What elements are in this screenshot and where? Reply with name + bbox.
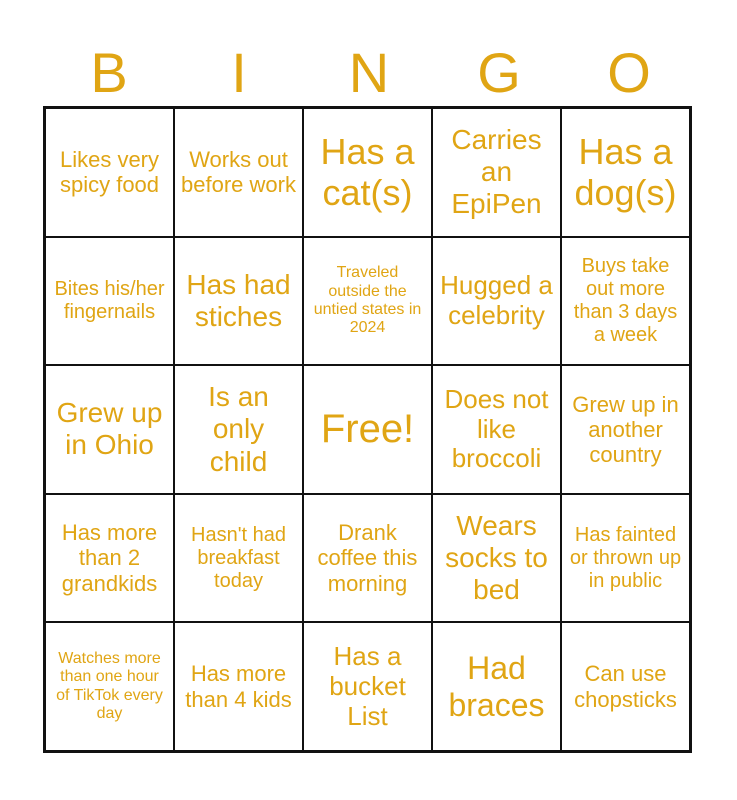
cell-text: Carries an EpiPen	[451, 124, 542, 220]
header-letter-n: N	[348, 41, 390, 104]
bingo-cell[interactable]	[432, 494, 561, 623]
cell-text: Grew up in Ohio	[56, 397, 163, 461]
bingo-cell[interactable]	[174, 622, 303, 751]
cell-text: Has fainted or thrown up in public	[569, 523, 682, 592]
bingo-cell[interactable]	[432, 108, 561, 237]
header-letter-o: O	[607, 41, 651, 104]
bingo-cell[interactable]	[561, 622, 690, 751]
cell-text: Free!	[320, 407, 415, 452]
bingo-cell[interactable]	[561, 365, 690, 494]
cell-text: Has a dog(s)	[574, 130, 677, 214]
bingo-cell[interactable]	[303, 622, 432, 751]
bingo-cell[interactable]	[561, 108, 690, 237]
bingo-cell[interactable]	[45, 622, 174, 751]
cell-text: Has a bucket List	[329, 640, 406, 731]
bingo-cell[interactable]	[174, 108, 303, 237]
cell-text: Is an only child	[208, 381, 269, 477]
cell-text: Wears socks to bed	[445, 509, 548, 606]
bingo-cell[interactable]	[45, 365, 174, 494]
cell-text: Has more than 4 kids	[185, 661, 292, 712]
header-letter-i: I	[231, 41, 247, 104]
bingo-cell[interactable]	[561, 494, 690, 623]
cell-text: Likes very spicy food	[59, 147, 160, 198]
bingo-cell[interactable]	[432, 365, 561, 494]
cell-text: Drank coffee this morning	[317, 520, 418, 596]
bingo-cell[interactable]	[303, 108, 432, 237]
cell-text: Watches more than one hour of TikTok every day	[56, 649, 163, 723]
header-letter-g: G	[477, 41, 521, 104]
cell-text: Had braces	[448, 649, 545, 723]
cell-text: Has more than 2 grandkids	[61, 520, 158, 596]
cell-text: Hasn't had breakfast today	[191, 523, 286, 592]
bingo-cell[interactable]	[174, 237, 303, 366]
cell-text: Has a cat(s)	[320, 130, 415, 214]
bingo-cell[interactable]	[45, 108, 174, 237]
cell-text: Works out before work	[181, 147, 296, 198]
cell-text: Hugged a celebrity	[440, 270, 553, 330]
cell-text: Bites his/her fingernails	[54, 277, 165, 323]
bingo-cell[interactable]	[45, 237, 174, 366]
bingo-cell[interactable]	[303, 494, 432, 623]
bingo-cell[interactable]	[174, 494, 303, 623]
header-letter-b: B	[90, 41, 128, 104]
cell-text: Grew up in another country	[572, 391, 679, 468]
cell-text: Can use chopsticks	[574, 661, 677, 712]
bingo-cell-free-space[interactable]	[303, 365, 432, 494]
bingo-cell[interactable]	[561, 237, 690, 366]
cell-text: Buys take out more than 3 days a week	[573, 254, 678, 346]
cell-text: Traveled outside the untied states in 2024	[313, 264, 422, 337]
bingo-cell[interactable]	[174, 365, 303, 494]
bingo-cell[interactable]	[303, 237, 432, 366]
bingo-card	[43, 106, 692, 753]
bingo-cell[interactable]	[432, 622, 561, 751]
bingo-cell[interactable]	[432, 237, 561, 366]
bingo-header	[44, 38, 694, 108]
bingo-cell[interactable]	[45, 494, 174, 623]
cell-text: Does not like broccoli	[444, 383, 549, 474]
cell-text: Has had stiches	[186, 268, 291, 332]
